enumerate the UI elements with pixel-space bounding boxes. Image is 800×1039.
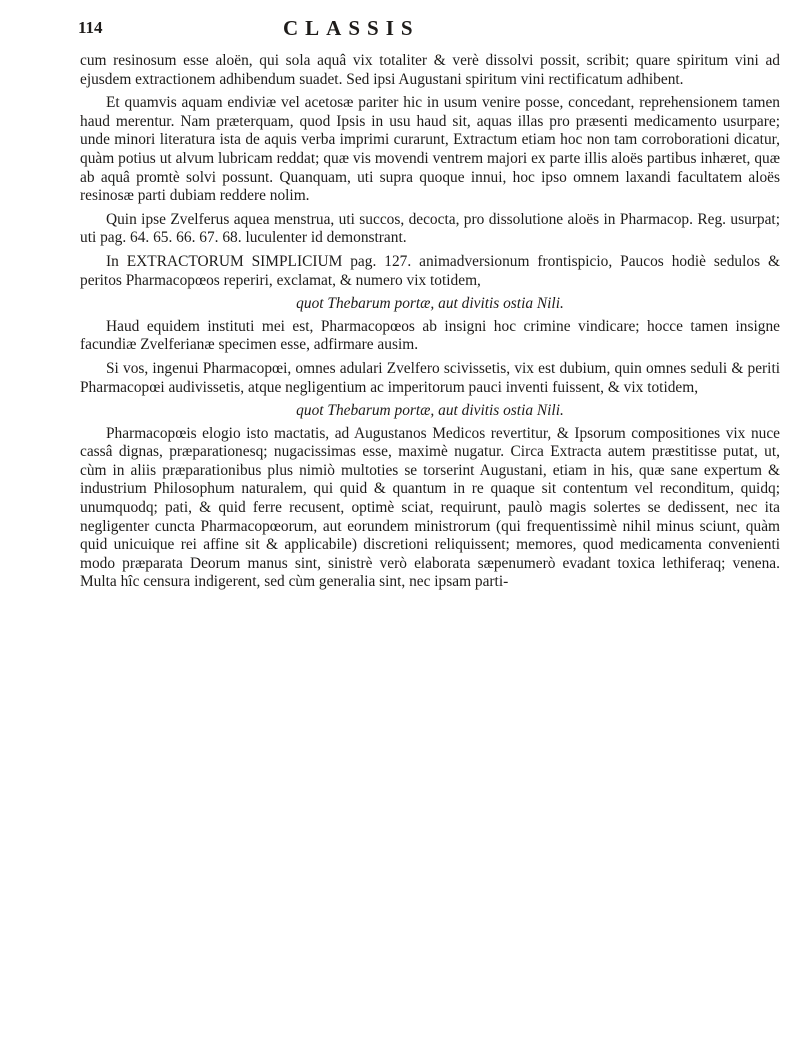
verse-quote: quot Thebarum portæ, aut divitis ostia Nili. [296, 402, 564, 420]
verse-quote: quot Thebarum portæ, aut divitis ostia Nili. [296, 295, 564, 313]
page-body [80, 52, 780, 597]
paragraph: Si vos, ingenui Pharmacopœi, omnes adulari Zvelfero scivissetis, vix est dubium, quin omnes seduli & periti Pharmacopœi audivissetis, atque negligentium ac imperitorum pauci inventi fuissent, & vix totidem, [80, 359, 780, 396]
paragraph: Et quamvis aquam endiviæ vel acetosæ pariter hic in usum venire posse, concedant, reprehensionem tamen haud merentur. Nam præterquam, quod Ipsis in usu haud sit, aquas illas pro præsenti medicamento usurpare; unde minori literatura ista de aquis verba imprimi curarunt, Extractum etiam hoc non tam corroborationi dicatur, quàm potius ut alvum lubricam reddat; quæ vis movendi ventrem majori ex parte illis aloës partibus inhæret, quæ ab aquâ promtè solvi possunt. Quanquam, uti supra quoque innui, hoc ipso omnem laxandi facultatem aloës resinosæ parti dubiam reddere nolim. [80, 94, 780, 205]
running-head: CLASSIS [283, 16, 420, 40]
page-header [78, 16, 768, 42]
paragraph: Pharmacopœis elogio isto mactatis, ad Augustanos Medicos revertitur, & Ipsorum compositiones vix nuce cassâ dignas, præparationesq; nugacissimas esse, maximè nugatur. Circa Extracta autem præstitisse putat, ut, cùm in aliis præparationibus plus nimiò multoties se torserint Augustani, etiam in his, quæ sane expertum & industrium Philosophum naturalem, qui quid & quantum in re quaque sit contentum vel reconditum, quidq; unumquodq; pati, & quid ferre recusent, optimè sciat, requirunt, paulò magis solertes se dedissent, nec ita negligenter cuncta Pharmacopœorum, aut eorundem ministrorum (qui frequentissimè nihil minus sciunt, quàm quid unicuique rei affine sit & applicabile) discretioni reliquissent; memores, quod medicamenta convenienti modo præparata Deorum manus sint, sinistrè verò elaborata sæpenumerò evadant toxica lethiferaq; venena. Multa hîc censura indigerent, sed cùm generalia sint, nec ipsam parti- [80, 424, 780, 591]
paragraph: Quin ipse Zvelferus aquea menstrua, uti succos, decocta, pro dissolutione aloës in Pharmacop. Reg. usurpat; uti pag. 64. 65. 66. 67. 68. luculenter id demonstrant. [80, 210, 780, 247]
paragraph: In EXTRACTORUM SIMPLICIUM pag. 127. animadversionum frontispicio, Paucos hodiè sedulos & peritos Pharmacopœos reperiri, exclamat, & numero vix totidem, [80, 252, 780, 289]
paragraph: Haud equidem instituti mei est, Pharmacopœos ab insigni hoc crimine vindicare; hocce tamen insigne facundiæ Zvelferianæ specimen esse, adfirmare ausim. [80, 317, 780, 354]
paragraph: cum resinosum esse aloën, qui sola aquâ vix totaliter & verè dissolvi possit, scribit; quare spiritum vini ad ejusdem extractionem adhibendum suadet. Sed ipsi Augustani spiritum vini rectificatum adhibent. [80, 52, 780, 88]
page-number: 114 [78, 18, 103, 37]
